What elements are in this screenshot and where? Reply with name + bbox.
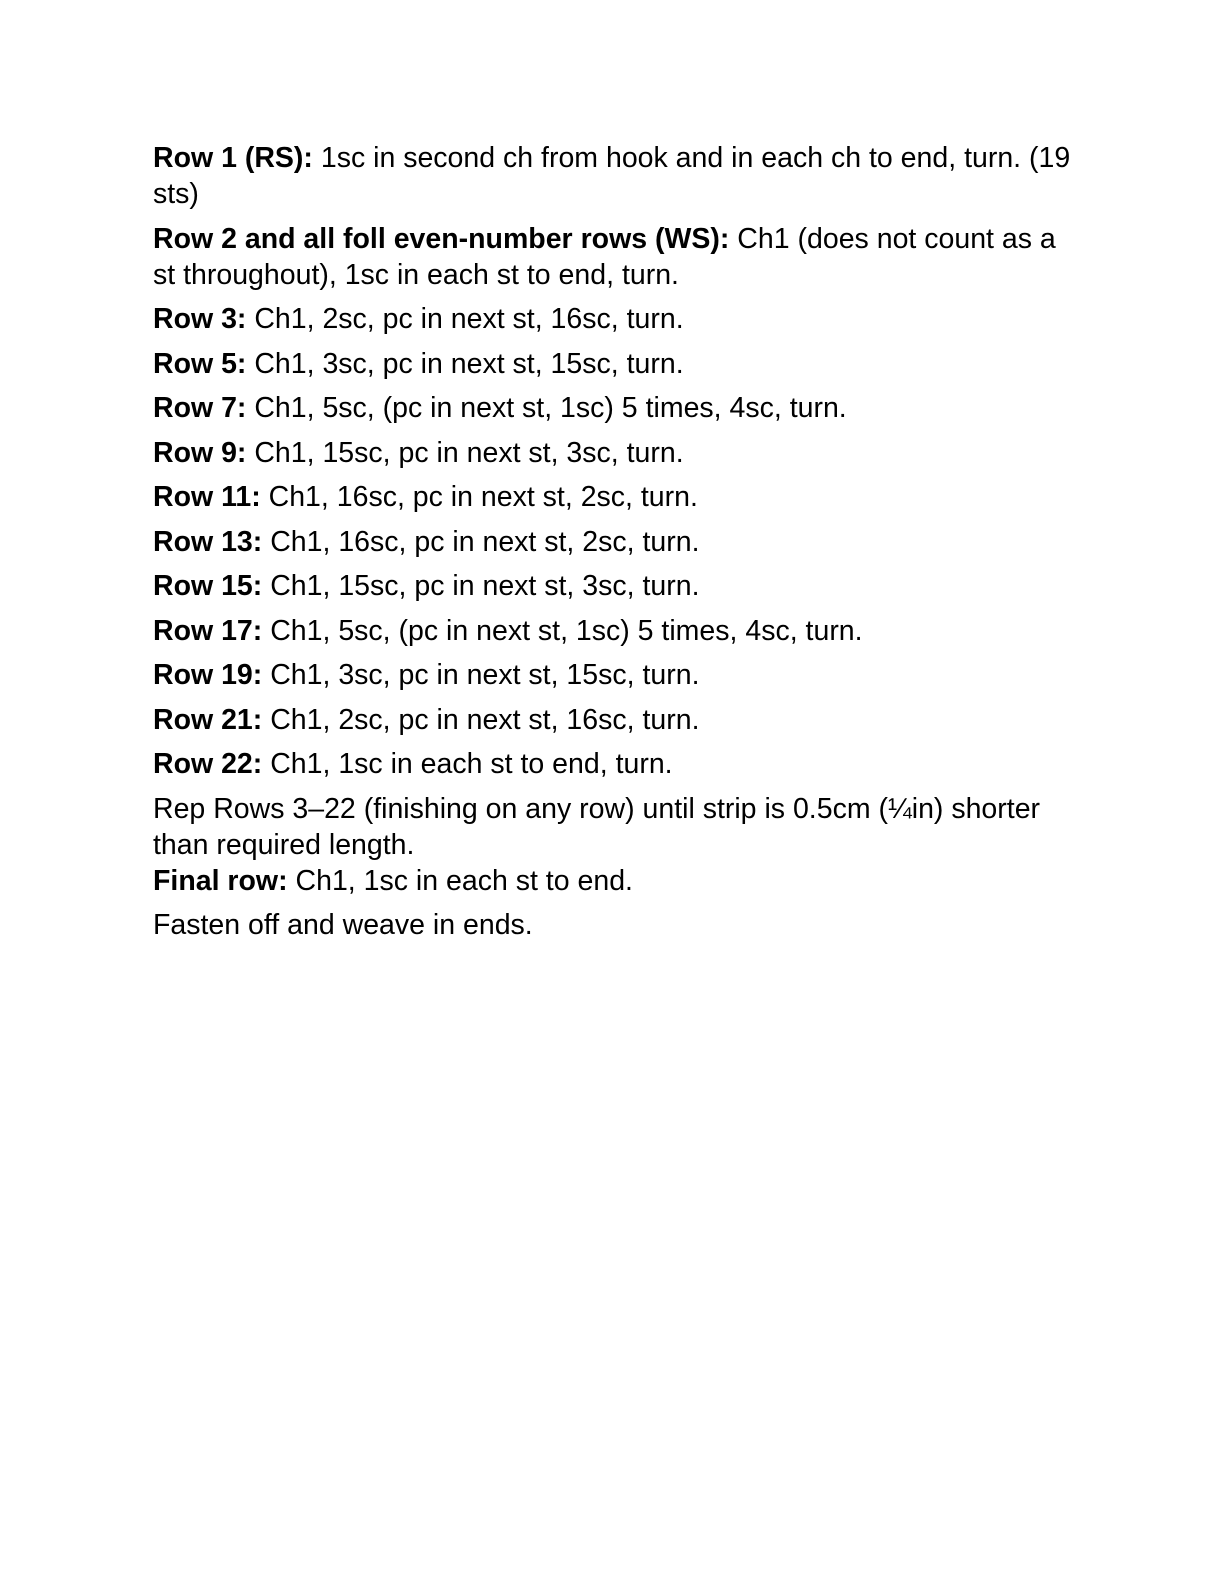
row-2 — [153, 221, 1083, 293]
row-15 — [153, 568, 1083, 604]
row-label: Row 15: — [153, 570, 263, 602]
row-text: Ch1, 16sc, pc in next st, 2sc, turn. — [260, 481, 698, 513]
row-text: Ch1, 2sc, pc in next st, 16sc, turn. — [262, 703, 700, 736]
row-label: Row 5: — [153, 347, 247, 380]
row-label: Row 21: — [153, 703, 263, 736]
row-22 — [153, 746, 1083, 782]
pattern-instructions — [153, 140, 1083, 952]
row-text: Ch1, 3sc, pc in next st, 15sc, turn. — [246, 347, 684, 380]
row-17 — [153, 613, 1083, 649]
row-text: Ch1 (does not count as a st throughout), 1sc in each st to end, turn. — [153, 222, 1056, 291]
row-7 — [153, 390, 1083, 426]
row-11 — [153, 479, 1083, 515]
row-3 — [153, 301, 1083, 337]
finish-instruction: Fasten off and weave in ends. — [153, 909, 533, 941]
row-19 — [153, 657, 1083, 693]
row-text: Ch1, 2sc, pc in next st, 16sc, turn. — [246, 303, 684, 335]
row-21 — [153, 702, 1083, 738]
row-text: Ch1, 1sc in each st to end, turn. — [262, 748, 673, 780]
row-text: Ch1, 16sc, pc in next st, 2sc, turn. — [262, 525, 700, 558]
row-text: Ch1, 15sc, pc in next st, 3sc, turn. — [262, 570, 700, 602]
row-label: Row 22: — [153, 748, 263, 780]
row-label: Row 19: — [153, 659, 263, 691]
row-label: Row 9: — [153, 436, 247, 469]
row-5 — [153, 346, 1083, 382]
row-label: Row 1 (RS): — [153, 142, 313, 174]
row-label: Row 2 and all foll even-number rows (WS): — [153, 222, 730, 255]
row-label: Row 11: — [153, 481, 261, 513]
row-1 — [153, 140, 1083, 212]
row-label: Final row: — [153, 864, 288, 897]
row-text: Ch1, 1sc in each st to end. — [287, 864, 633, 897]
final-row — [153, 863, 1083, 899]
row-text: Ch1, 3sc, pc in next st, 15sc, turn. — [262, 659, 700, 691]
row-label: Row 7: — [153, 392, 247, 424]
row-text: 1sc in second ch from hook and in each ch to end, turn. (19 sts) — [153, 142, 1071, 210]
repeat-instruction: Rep Rows 3–22 (finishing on any row) until strip is 0.5cm (¼in) shorter than required length. — [153, 792, 1041, 861]
row-label: Row 13: — [153, 525, 263, 558]
row-text: Ch1, 15sc, pc in next st, 3sc, turn. — [246, 436, 684, 469]
row-13 — [153, 524, 1083, 560]
row-9 — [153, 435, 1083, 471]
row-label: Row 17: — [153, 614, 263, 647]
row-text: Ch1, 5sc, (pc in next st, 1sc) 5 times, 4sc, turn. — [262, 614, 863, 647]
row-text: Ch1, 5sc, (pc in next st, 1sc) 5 times, 4sc, turn. — [246, 392, 847, 424]
row-label: Row 3: — [153, 303, 247, 335]
